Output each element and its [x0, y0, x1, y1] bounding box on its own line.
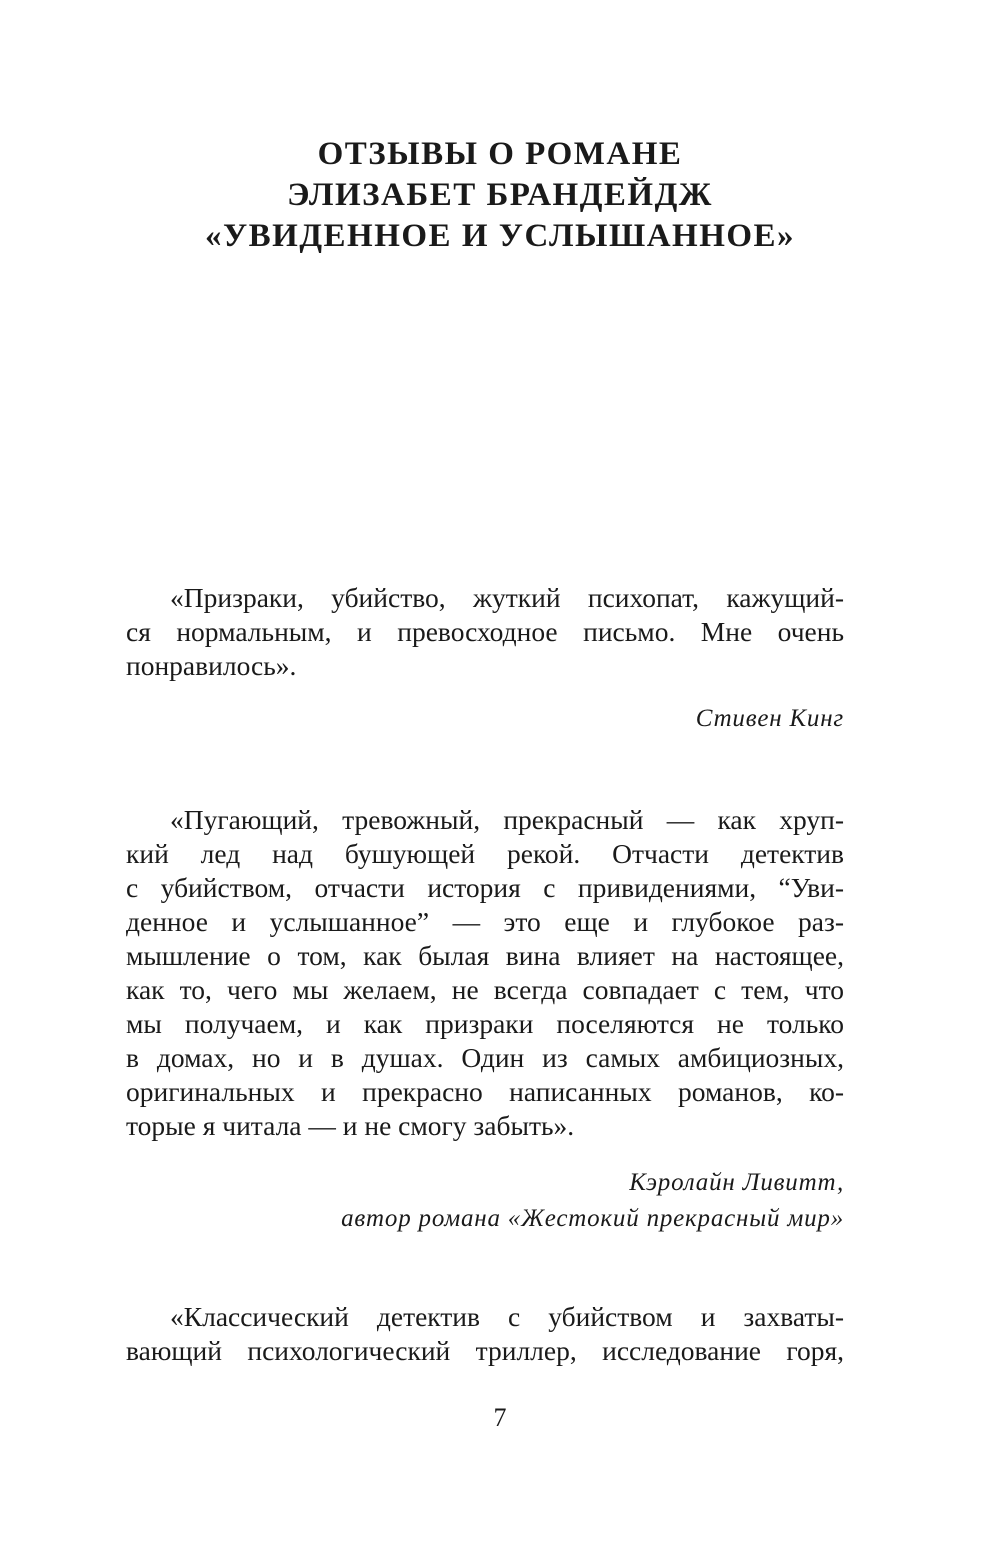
quote-line: понравилось».	[126, 650, 297, 681]
title-line: ЭЛИЗАБЕТ БРАНДЕЙДЖ	[287, 177, 713, 213]
review-quote-leavitt	[126, 803, 844, 1143]
quote-line: мышление о том, как былая вина влияет на настоящее,	[126, 940, 844, 971]
quote-line: «Призраки, убийство, жуткий психопат, кажущий-	[170, 582, 844, 613]
review-attribution-king	[696, 701, 844, 737]
page-number: 7	[493, 1403, 507, 1432]
quote-line: в домах, но и в душах. Один из самых амбициозных,	[126, 1042, 844, 1073]
quote-line: торые я читала — и не смогу забыть».	[126, 1110, 575, 1141]
quote-line: с убийством, отчасти история с привидениями, “Уви-	[126, 872, 844, 903]
review-quote-third	[126, 1300, 844, 1368]
quote-line: как то, чего мы желаем, не всегда совпадает с тем, что	[126, 974, 844, 1005]
review-quote-king	[126, 581, 844, 683]
title-line: «УВИДЕННОЕ И УСЛЫШАННОЕ»	[204, 218, 796, 254]
quote-line: «Пугающий, тревожный, прекрасный — как хруп-	[170, 804, 844, 835]
review-attribution-leavitt	[341, 1165, 844, 1237]
quote-line: кий лед над бушующей рекой. Отчасти детектив	[126, 838, 844, 869]
title-line: ОТЗЫВЫ О РОМАНЕ	[317, 136, 683, 172]
quote-line: вающий психологический триллер, исследование горя,	[126, 1335, 844, 1366]
quote-line: денное и услышанное” — это еще и глубокое раз-	[126, 906, 844, 937]
attribution-line: Стивен Кинг	[695, 705, 844, 732]
quote-line: оригинальных и прекрасно написанных романов, ко-	[126, 1076, 844, 1107]
attribution-line: Кэролайн Ливитт,	[629, 1169, 844, 1196]
quote-line: «Классический детектив с убийством и захваты-	[170, 1301, 844, 1332]
attribution-line: автор романа «Жестокий прекрасный мир»	[341, 1205, 844, 1232]
quote-line: ся нормальным, и превосходное письмо. Мне очень	[126, 616, 844, 647]
page-title	[0, 134, 1000, 257]
quote-line: мы получаем, и как призраки поселяются не только	[126, 1008, 844, 1039]
